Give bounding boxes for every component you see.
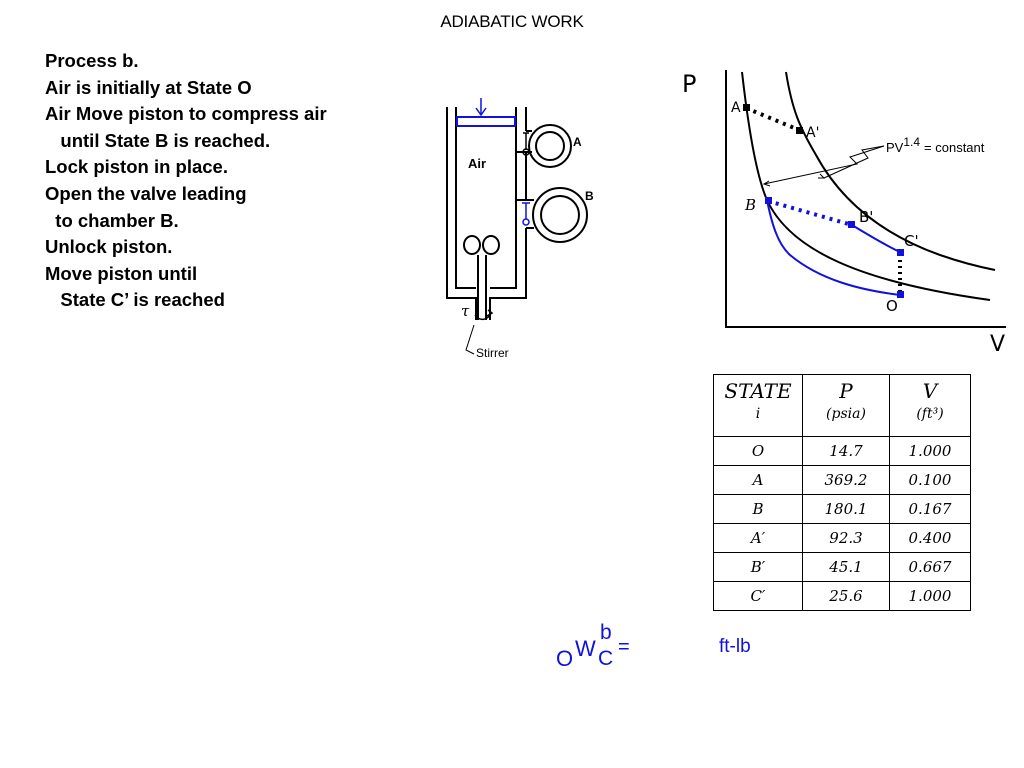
curve-label-pv: PV [886, 140, 904, 155]
table-cell: 0.400 [890, 524, 971, 553]
point-o [897, 291, 904, 298]
work-symbol: W [575, 636, 596, 661]
isentrope-lower [742, 72, 990, 300]
table-cell: 14.7 [803, 437, 890, 466]
table-cell: 180.1 [803, 495, 890, 524]
step-line: Air is initially at State O [45, 76, 252, 98]
work-subscript: C [598, 647, 614, 670]
point-b-label: B [745, 196, 757, 214]
work-units: ft-lb [719, 636, 751, 657]
point-b-prime [848, 221, 855, 228]
point-c-prime-label: C' [904, 232, 919, 250]
table-cell: 369.2 [803, 466, 890, 495]
curve-label-leaders [764, 146, 884, 186]
step-line: Unlock piston. [45, 236, 173, 258]
curve-label-suffix: = constant [924, 140, 985, 155]
table-cell: C′ [714, 582, 803, 611]
table-cell: 92.3 [803, 524, 890, 553]
work-superscript: b [600, 621, 612, 644]
table-header-label: STATE [724, 379, 792, 403]
table-header-pressure [803, 375, 890, 437]
table-cell: O [714, 437, 803, 466]
table-cell: A [714, 466, 803, 495]
p-axis-label: P [682, 70, 697, 98]
isentrope-upper [786, 72, 995, 270]
process-a-a-prime [746, 108, 799, 130]
process-o-b [767, 200, 900, 295]
table-cell: B [714, 495, 803, 524]
process-b-prime-c-prime [852, 225, 900, 252]
step-line: to chamber B. [45, 209, 179, 231]
step-line: Move piston until [45, 262, 198, 284]
table-header-label: V [922, 379, 938, 403]
point-b-prime-label: B' [859, 208, 874, 226]
stirrer-label: Stirrer [476, 346, 509, 360]
table-header-volume [890, 375, 971, 437]
page-title: ADIABATIC WORK [440, 12, 584, 31]
table-header-state [714, 375, 803, 437]
air-label: Air [468, 156, 487, 171]
step-line: Air Move piston to compress air [45, 103, 327, 125]
table-cell: 0.100 [890, 466, 971, 495]
curve-label-exponent: 1.4 [903, 135, 921, 149]
point-a-prime [796, 127, 803, 134]
table-cell: 0.167 [890, 495, 971, 524]
point-b [765, 197, 772, 204]
chamber-b-label: B [585, 189, 594, 203]
point-a [743, 104, 750, 111]
table-row [714, 553, 971, 582]
table-header-label: P [839, 379, 853, 403]
table-cell: 45.1 [803, 553, 890, 582]
step-line: State C’ is reached [45, 289, 225, 311]
table-cell: 0.667 [890, 553, 971, 582]
table-cell: A′ [714, 524, 803, 553]
point-o-label: O [886, 297, 898, 315]
torque-label: τ [461, 302, 470, 320]
table-row [714, 437, 971, 466]
state-table [713, 374, 971, 611]
chamber-a-label: A [573, 135, 582, 149]
table-row [714, 524, 971, 553]
point-a-prime-label: A' [806, 125, 820, 141]
v-axis-label: V [990, 332, 1006, 357]
step-line: Open the valve leading [45, 182, 247, 204]
step-line: Process b. [45, 50, 139, 71]
table-row [714, 495, 971, 524]
work-pre-subscript: O [556, 646, 574, 671]
table-row [714, 582, 971, 611]
table-header-unit: (psia) [826, 406, 866, 422]
svg-text:PV1.4= constant [886, 135, 985, 155]
table-header-unit: (ft³) [916, 406, 944, 422]
table-row [714, 466, 971, 495]
table-cell: 1.000 [890, 437, 971, 466]
point-a-label: A [731, 100, 741, 116]
point-c-prime [897, 249, 904, 256]
step-line: Lock piston in place. [45, 156, 228, 178]
table-cell: 25.6 [803, 582, 890, 611]
table-header-unit: i [755, 406, 761, 422]
table-cell: 1.000 [890, 582, 971, 611]
work-equals: = [618, 636, 630, 658]
step-line: until State B is reached. [45, 129, 271, 151]
table-cell: B′ [714, 553, 803, 582]
